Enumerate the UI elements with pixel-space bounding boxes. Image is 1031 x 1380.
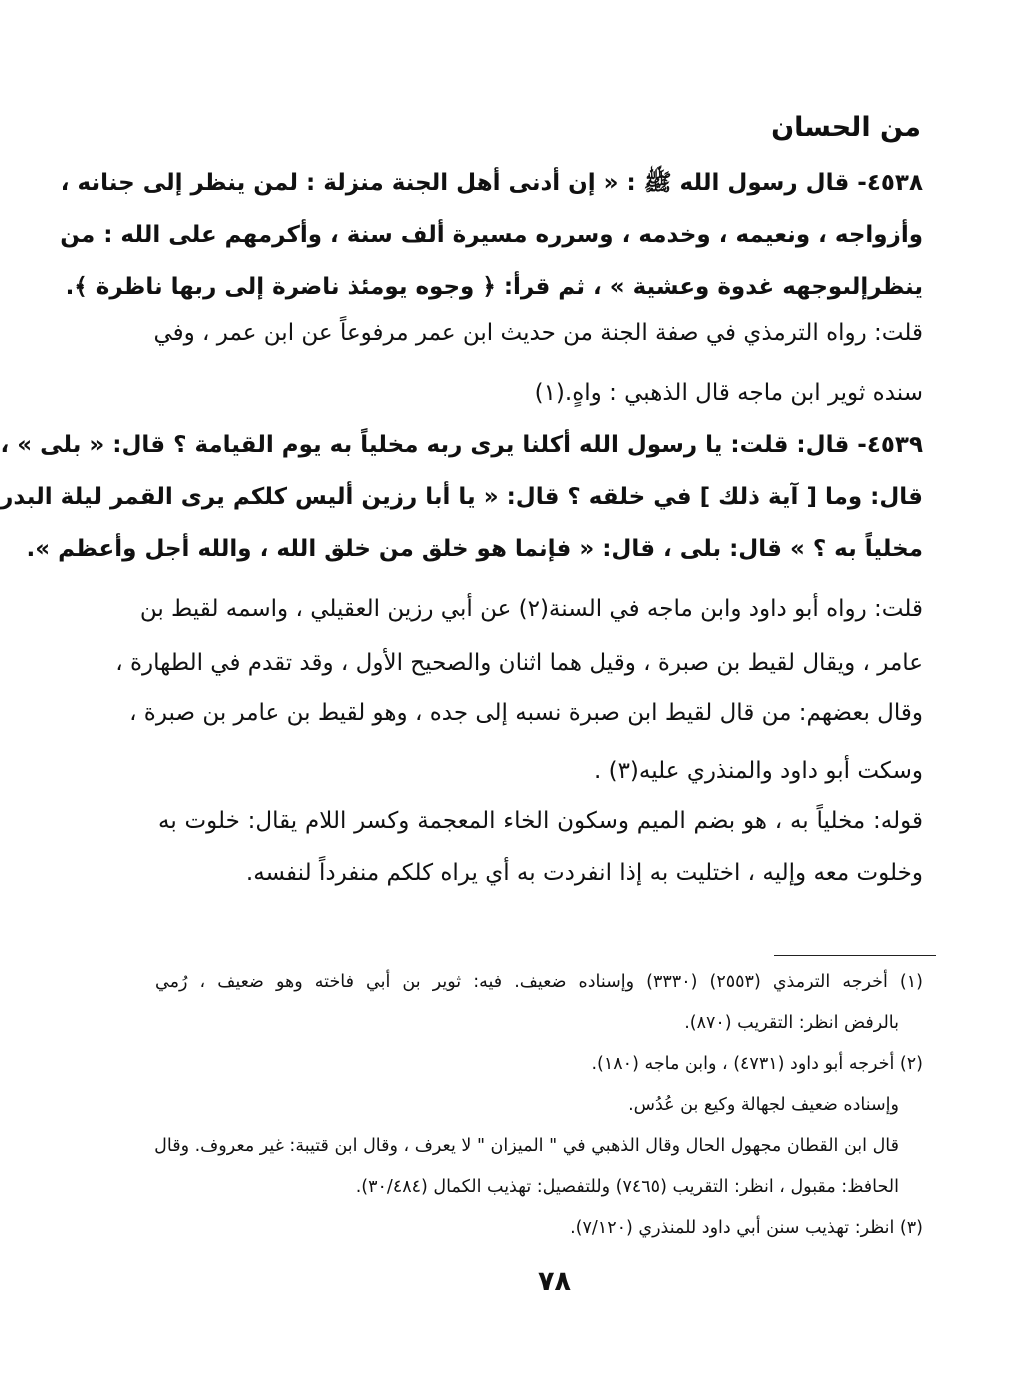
footnote-2-detail-line-2: الحافظ: مقبول ، انظر: التقريب (٧٤٦٥) وللتفصيل: تهذيب الكمال (٣٠/٤٨٤). <box>355 1177 899 1197</box>
page-number: ٧٨ <box>538 1266 571 1297</box>
gloss-line-2: وخلوت معه وإليه ، اختليت به إذا انفردت به أي يراه كلكم منفرداً لنفسه. <box>245 860 923 886</box>
hadith-4539-line-1: ٤٥٣٩- قال: قلت: يا رسول الله أكلنا يرى ربه مخلياً به يوم القيامة ؟ قال: « بلى » ، <box>0 432 923 458</box>
footnote-2-detail-line-1: قال ابن القطان مجهول الحال وقال الذهبي في " الميزان " لا يعرف ، وقال ابن قتيبة: غير معروف. وقال <box>154 1136 899 1156</box>
footnote-1-line-2: بالرفض انظر: التقريب (٨٧٠). <box>684 1013 899 1033</box>
hadith-4539-line-3: مخلياً به ؟ » قال: بلى ، قال: « فإنما هو خلق من خلق الله ، والله أجل وأعظم ». <box>26 536 923 562</box>
comment-4539-line-2: عامر ، ويقال لقيط بن صبرة ، وقيل هما اثنان والصحيح الأول ، وقد تقدم في الطهارة ، <box>115 650 923 676</box>
footnote-1-line-1: (١) أخرجه الترمذي (٢٥٥٣) (٣٣٣٠) وإسناده ضعيف. فيه: ثوير بن أبي فاخته وهو ضعيف ، رُمي <box>155 972 923 992</box>
comment-4538-line-2: سنده ثوير ابن ماجه قال الذهبي : واهٍ.(١) <box>534 380 923 406</box>
footnote-3: (٣) انظر: تهذيب سنن أبي داود للمنذري (٧/١٢٠). <box>570 1218 923 1238</box>
hadith-4538-line-1: ٤٥٣٨- قال رسول الله ﷺ : « إن أدنى أهل الجنة منزلة : لمن ينظر إلى جنانه ، <box>60 170 923 196</box>
footnote-separator <box>774 955 936 956</box>
comment-4539-line-3: وقال بعضهم: من قال لقيط ابن صبرة نسبه إلى جده ، وهو لقيط بن عامر بن صبرة ، <box>129 700 923 726</box>
footnote-2: (٢) أخرجه أبو داود (٤٧٣١) ، وابن ماجه (١٨٠). <box>591 1054 923 1074</box>
comment-4538-line-1: قلت: رواه الترمذي في صفة الجنة من حديث ابن عمر مرفوعاً عن ابن عمر ، وفي <box>153 320 923 346</box>
hadith-4538-line-3: ينظرإلىوجهه غدوة وعشية » ، ثم قرأ: ﴿ وجوه يومئذ ناضرة إلى ربها ناظرة ﴾. <box>65 274 923 300</box>
section-heading: من الحسان <box>771 112 921 143</box>
comment-4539-line-4: وسكت أبو داود والمنذري عليه(٣) . <box>593 758 923 784</box>
footnote-2-note: وإسناده ضعيف لجهالة وكيع بن عُدُس. <box>628 1095 899 1115</box>
comment-4539-line-1: قلت: رواه أبو داود وابن ماجه في السنة(٢) عن أبي رزين العقيلي ، واسمه لقيط بن <box>139 596 923 622</box>
hadith-4539-line-2: قال: وما [ آية ذلك ] في خلقه ؟ قال: « يا أبا رزين أليس كلكم يرى القمر ليلة البدر <box>0 484 923 510</box>
hadith-4538-line-2: وأزواجه ، ونعيمه ، وخدمه ، وسرره مسيرة ألف سنة ، وأكرمهم على الله : من <box>60 222 923 248</box>
gloss-line-1: قوله: مخلياً به ، هو بضم الميم وسكون الخاء المعجمة وكسر اللام يقال: خلوت به <box>158 808 923 834</box>
